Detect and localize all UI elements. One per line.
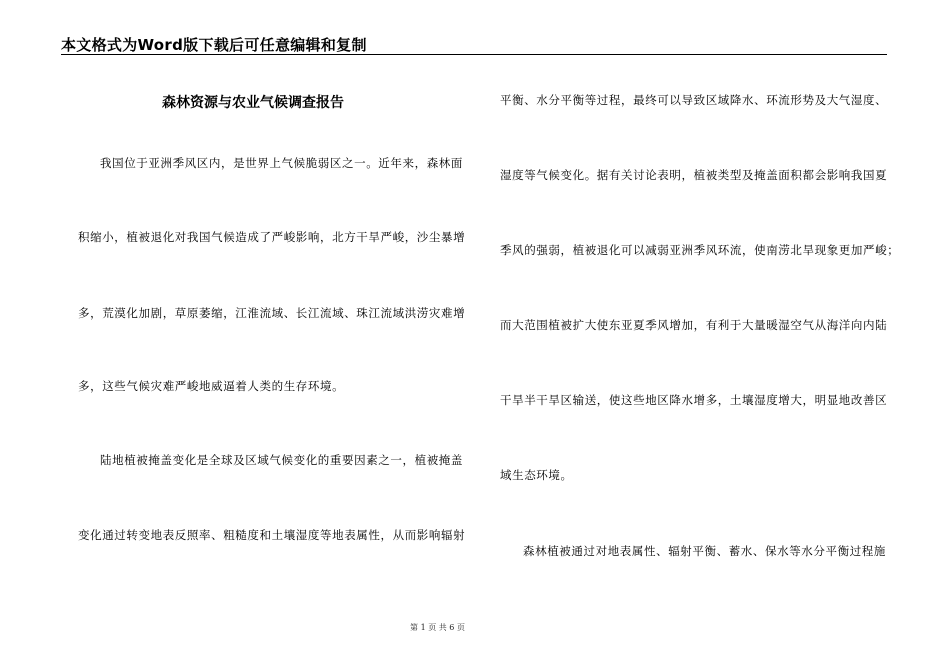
right-line-7: 森林植被通过对地表属性、辐射平衡、蓄水、保水等水分平衡过程施 xyxy=(523,544,886,558)
left-line-3: 多，荒漠化加剧，草原萎缩，江淮流域、长江流域、珠江流域洪涝灾难增 xyxy=(78,306,466,320)
left-line-2: 积缩小，植被退化对我国气候造成了严峻影响，北方干旱严峻，沙尘暴增 xyxy=(78,230,466,244)
right-line-1: 平衡、水分平衡等过程，最终可以导致区域降水、环流形势及大气湿度、 xyxy=(500,93,888,107)
header-divider xyxy=(61,54,887,55)
left-line-5: 陆地植被掩盖变化是全球及区域气候变化的重要因素之一，植被掩盖 xyxy=(100,453,463,467)
left-line-4: 多，这些气候灾难严峻地威逼着人类的生存环境。 xyxy=(78,379,345,393)
document-title: 森林资源与农业气候调查报告 xyxy=(162,95,344,111)
right-line-4: 而大范围植被扩大使东亚夏季风增加，有利于大量暖湿空气从海洋向内陆 xyxy=(500,318,888,332)
right-line-3: 季风的强弱，植被退化可以减弱亚洲季风环流，使南涝北旱现象更加严峻； xyxy=(500,243,900,257)
right-line-6: 域生态环境。 xyxy=(500,468,573,482)
right-line-5: 干旱半干旱区输送，使这些地区降水增多，土壤湿度增大，明显地改善区 xyxy=(500,393,888,407)
left-line-1: 我国位于亚洲季风区内，是世界上气候脆弱区之一。近年来，森林面 xyxy=(100,156,463,170)
left-line-6: 变化通过转变地表反照率、粗糙度和土壤湿度等地表属性，从而影响辐射 xyxy=(78,528,466,542)
header-title: 本文格式为Word版下载后可任意编辑和复制 xyxy=(61,36,367,54)
page-footer: 第 1 页 共 6 页 xyxy=(410,623,465,632)
right-line-2: 湿度等气候变化。据有关讨论表明，植被类型及掩盖面积都会影响我国夏 xyxy=(500,168,888,182)
